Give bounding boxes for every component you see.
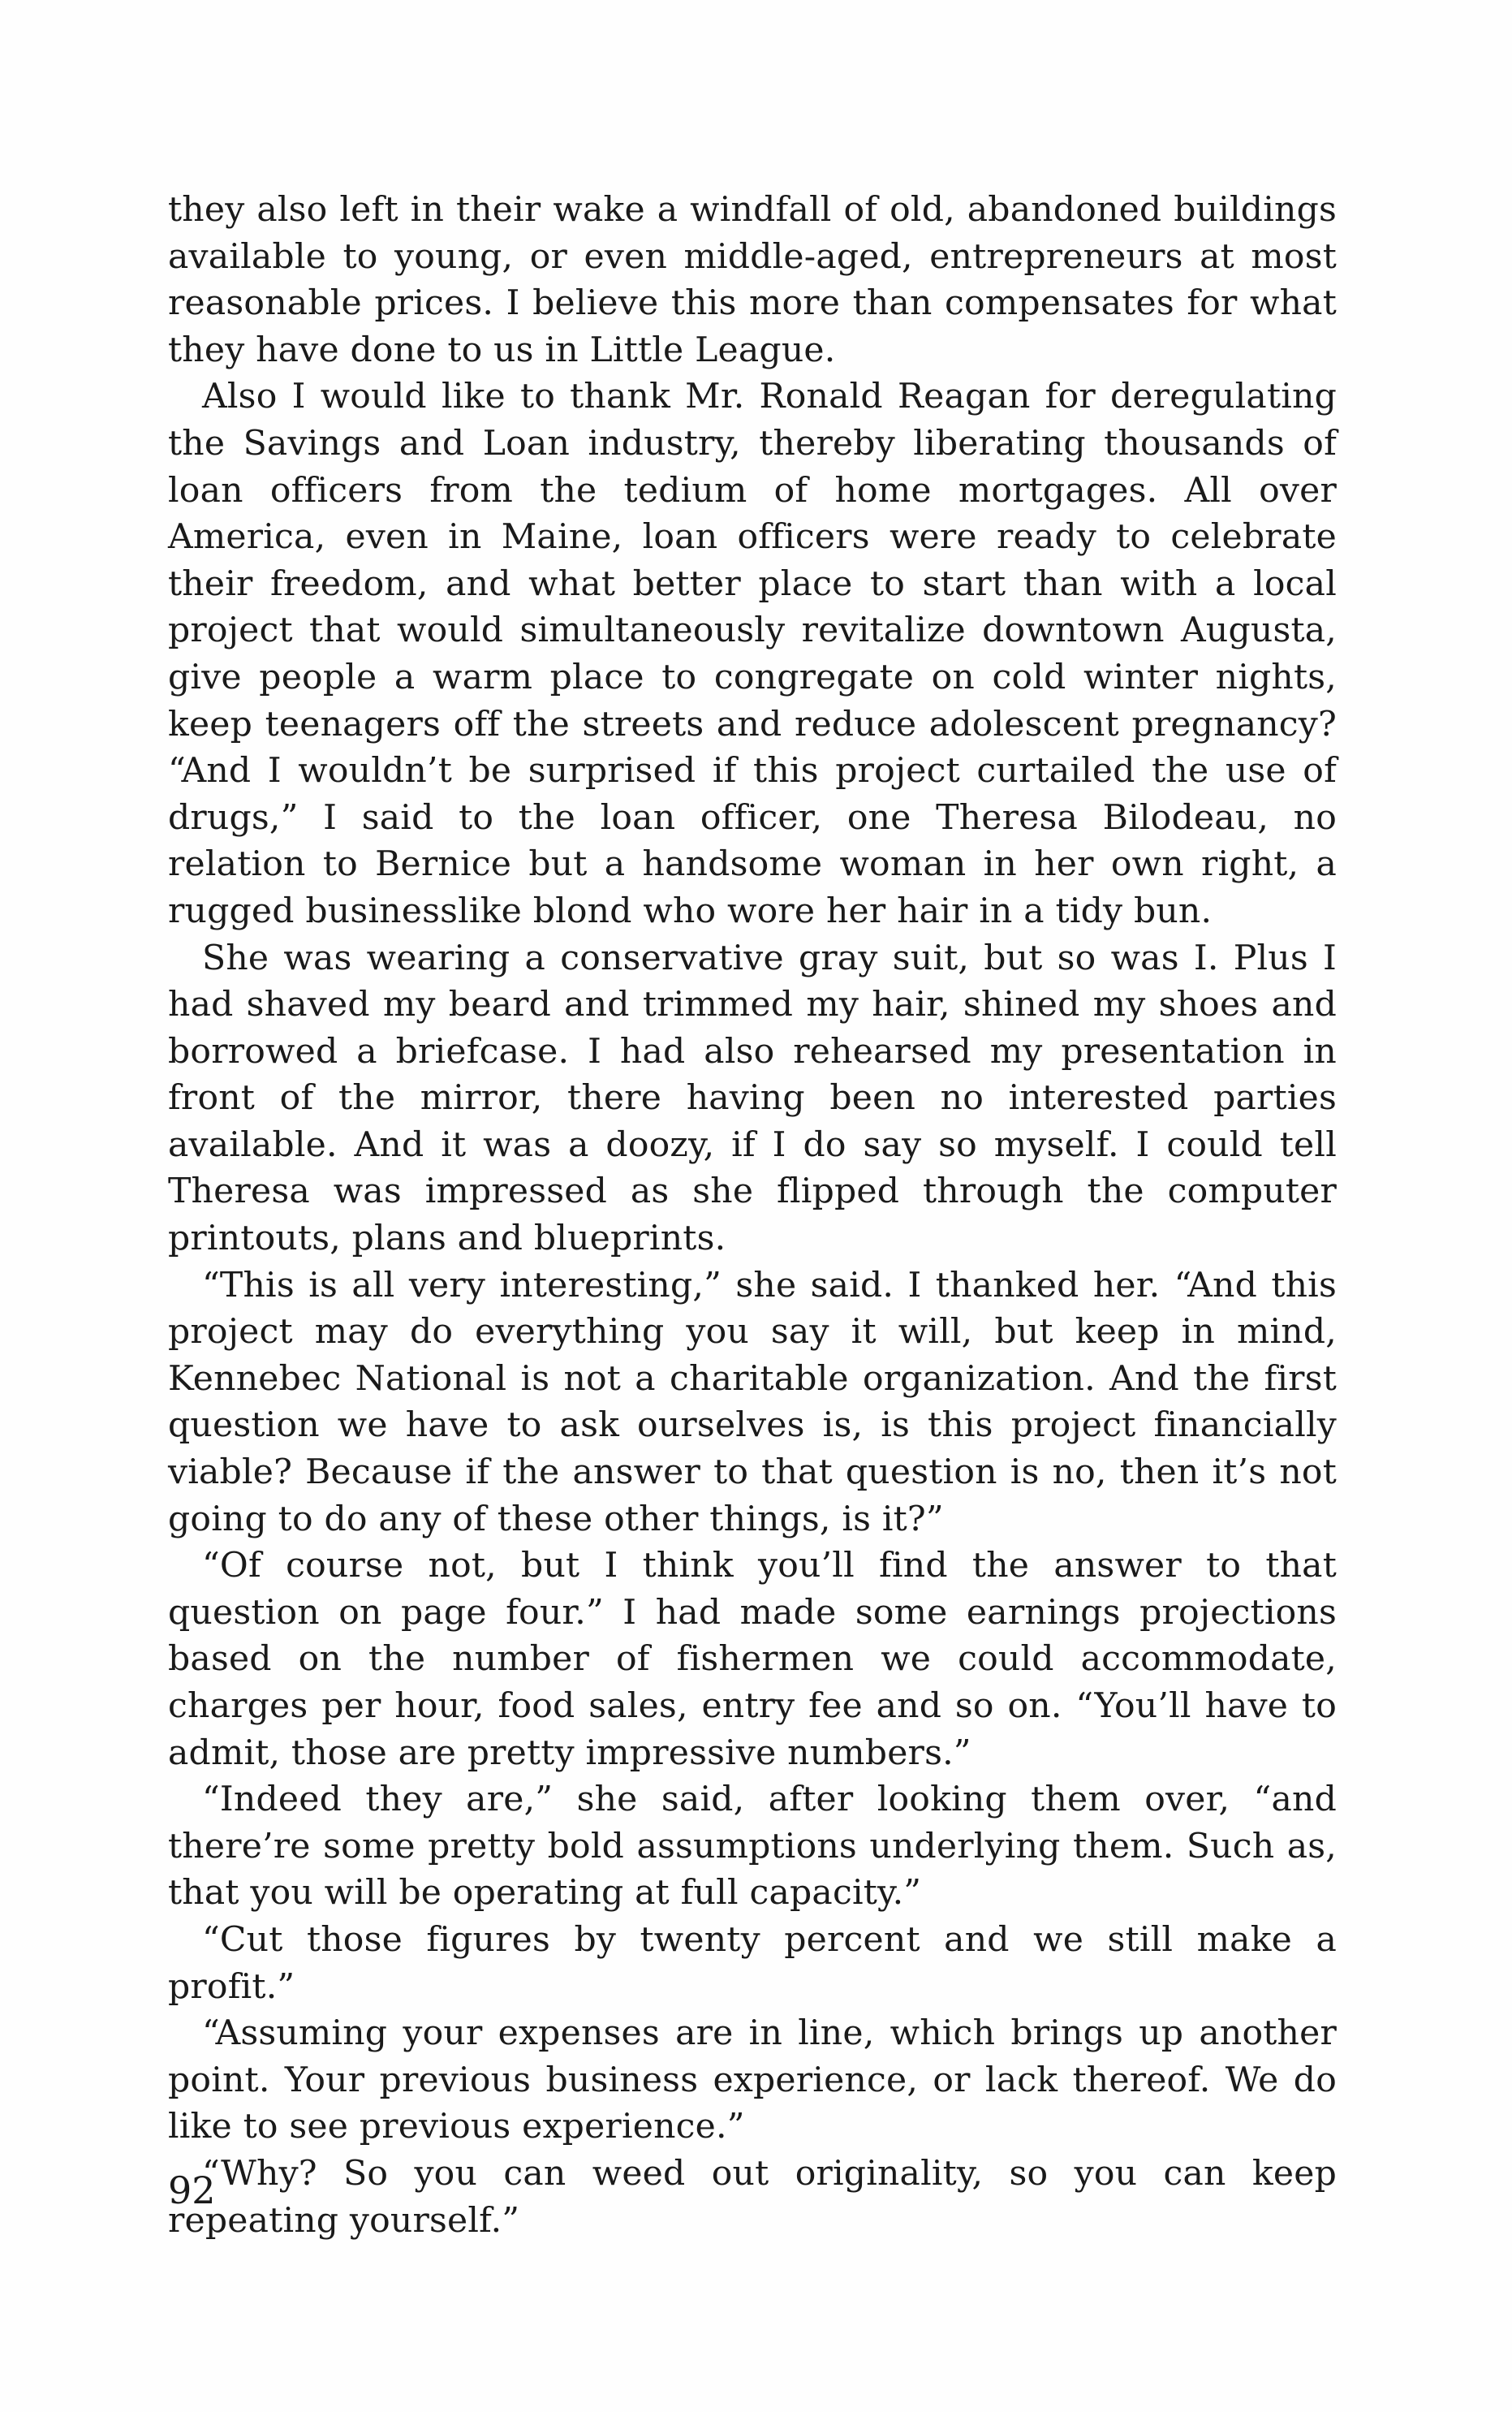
paragraph-5: “Of course not, but I think you’ll find the answer to that question on page four.” I had made some earnings projections based on the number of fishermen we could accommodate, charges per hour, food sales, entry fee and so on. “You’ll have to admit, those are pretty impressive numbers.” — [168, 1546, 1337, 1773]
paragraph-7: “Cut those figures by twenty percent and we still make a profit.” — [168, 1919, 1337, 2007]
page-number: 92 — [168, 2168, 216, 2212]
paragraph-6: “Indeed they are,” she said, after looking them over, “and there’re some pretty bold assumptions underlying them. Such as, that you will be operating at full capacity.” — [168, 1780, 1337, 1914]
paragraph-4: “This is all very interesting,” she said. I thanked her. “And this project may do everything you say it will, but keep in mind, Kennebec National is not a charitable organization. And the first question we have to ask ourselves is, is this project financially viable? Because if the answer to that question is no, then it’s not going to do any of these other things, is it?” — [168, 1265, 1337, 1539]
paragraph-1: they also left in their wake a windfall of old, abandoned buildings available to young, or even middle-aged, entrepreneurs at most reasonable prices. I believe this more than compensates for what they have done to us in Little League. — [168, 190, 1337, 370]
paragraph-8: “Assuming your expenses are in line, which brings up another point. Your previous business experience, or lack thereof. We do like to see previous experience.” — [168, 2013, 1337, 2147]
body-text — [168, 187, 1337, 2244]
paragraph-9: “Why? So you can weed out originality, so you can keep repeating yourself.” — [168, 2153, 1337, 2241]
paragraph-3: She was wearing a conservative gray suit, but so was I. Plus I had shaved my beard and trimmed my hair, shined my shoes and borrowed a briefcase. I had also rehearsed my presentation in front of the mirror, there having been no interested parties available. And it was a doozy, if I do say so myself. I could tell Theresa was impressed as she flipped through the computer printouts, plans and blueprints. — [168, 938, 1337, 1259]
paragraph-2: Also I would like to thank Mr. Ronald Reagan for deregulating the Savings and Loan industry, thereby liberating thousands of loan officers from the tedium of home mortgages. All over America, even in Maine, loan officers were ready to celebrate their freedom, and what better place to start than with a local project that would simultaneously revitalize downtown Augusta, give people a warm place to congregate on cold winter nights, keep teenagers off the streets and reduce adolescent pregnancy? “And I wouldn’t be surprised if this project curtailed the use of drugs,” I said to the loan officer, one Theresa Bilodeau, no relation to Bernice but a handsome woman in her own right, a rugged businesslike blond who wore her hair in a tidy bun. — [168, 377, 1337, 931]
